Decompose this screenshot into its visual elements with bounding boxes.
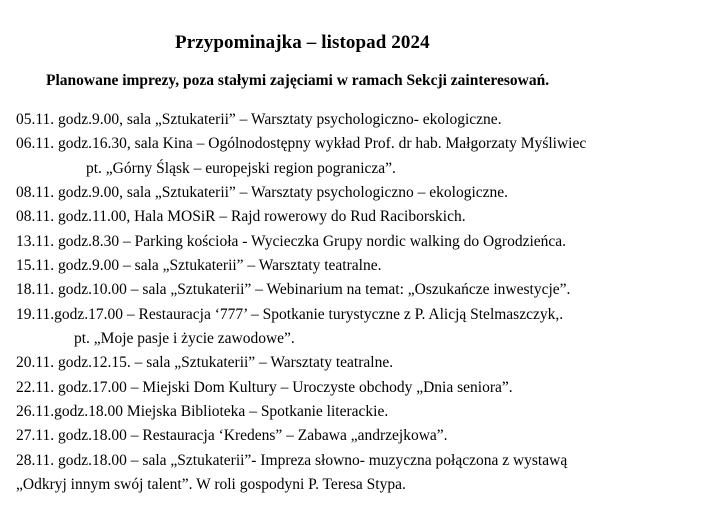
- event-entry-continuation: pt. „Górny Śląsk – europejski region pogranicza”.: [86, 159, 396, 177]
- event-list: [16, 108, 711, 498]
- event-entry: 22.11. godz.17.00 – Miejski Dom Kultury – Uroczyste obchody „Dnia seniora”.: [16, 378, 513, 396]
- event-entry: 05.11. godz.9.00, sala „Sztukaterii” – Warsztaty psychologiczno- ekologiczne.: [16, 111, 502, 128]
- event-entry: 20.11. godz.12.15. – sala „Sztukaterii” – Warsztaty teatralne.: [16, 354, 394, 372]
- event-entry: 19.11.godz.17.00 – Restauracja ‘777’ – Spotkanie turystyczne z P. Alicją Stelmaszczyk,.: [16, 305, 564, 323]
- event-entry: 08.11. godz.11.00, Hala MOSiR – Rajd rowerowy do Rud Raciborskich.: [16, 208, 466, 226]
- event-entry: 28.11. godz.18.00 – sala „Sztukaterii”- Impreza słowno- muzyczna połączona z wystawą: [16, 451, 568, 469]
- document-subtitle: Planowane imprezy, poza stałymi zajęciami w ramach Sekcji zainteresowań.: [46, 72, 550, 89]
- event-entry: 06.11. godz.16.30, sala Kina – Ogólnodostępny wykład Prof. dr hab. Małgorzaty Myśliwiec: [16, 135, 587, 153]
- event-entry-continuation: „Odkryj innym swój talent”. W roli gospodyni P. Teresa Stypa.: [16, 476, 406, 494]
- event-entry: 13.11. godz.8.30 – Parking kościoła - Wycieczka Grupy nordic walking do Ogrodzieńca.: [16, 232, 567, 250]
- event-entry: 18.11. godz.10.00 – sala „Sztukaterii” – Webinarium na temat: „Oszukańcze inwestycje”.: [16, 281, 571, 299]
- document-title: Przypominajka – listopad 2024: [175, 32, 430, 53]
- event-entry: 27.11. godz.18.00 – Restauracja ‘Kredens” – Zabawa „andrzejkowa”.: [16, 427, 448, 445]
- event-entry: 26.11.godz.18.00 Miejska Biblioteka – Spotkanie literackie.: [16, 403, 389, 421]
- event-entry: 08.11. godz.9.00, sala „Sztukaterii” – Warsztaty psychologiczno – ekologiczne.: [16, 184, 509, 202]
- event-entry: 15.11. godz.9.00 – sala „Sztukaterii” – Warsztaty teatralne.: [16, 257, 382, 275]
- event-entry-continuation: pt. „Moje pasje i życie zawodowe”.: [74, 330, 295, 348]
